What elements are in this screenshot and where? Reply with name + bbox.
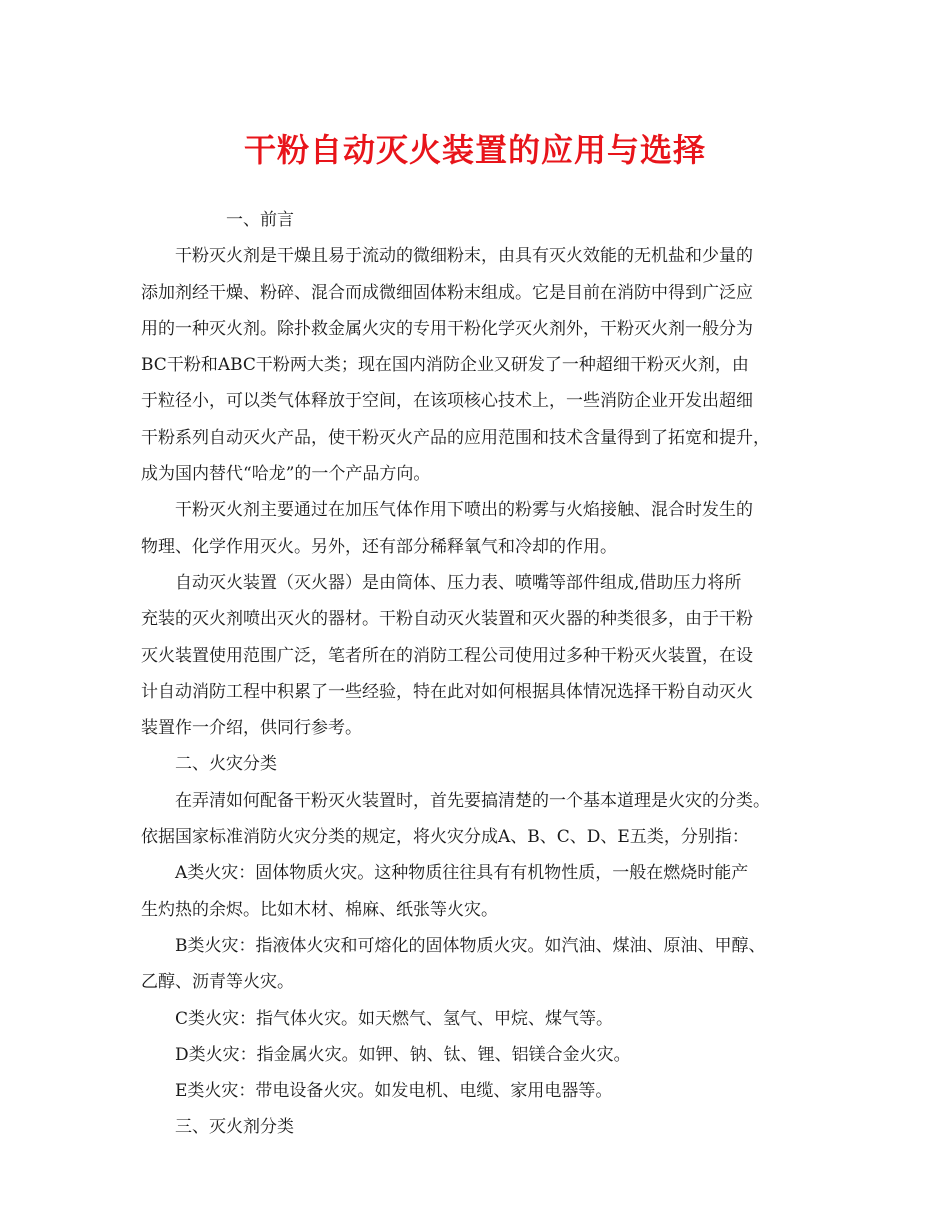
paragraph-fire-classification — [141, 783, 831, 856]
paragraph-line: C类火灾：指气体火灾。如天燃气、氢气、甲烷、煤气等。 — [175, 1008, 614, 1029]
section-heading-preface: 一、前言 — [226, 210, 294, 230]
paragraph-line: 物理、化学作用灭火。另外，还有部分稀释氧气和冷却的作用。 — [141, 536, 617, 557]
paragraph-extinguishing-mechanism — [141, 492, 831, 565]
paragraph-line: 依据国家标准消防火灾分类的规定，将火灾分成A、B、C、D、E五类，分别指： — [141, 827, 749, 848]
document-body — [141, 202, 831, 1146]
paragraph-line: 用的一种灭火剂。除扑救金属火灾的专用干粉化学灭火剂外，干粉灭火剂一般分为 — [141, 318, 753, 339]
paragraph-class-b — [141, 928, 831, 1001]
paragraph-line: 干粉系列自动灭火产品，使干粉灭火产品的应用范围和技术含量得到了拓宽和提升， — [141, 427, 770, 448]
paragraph-line: D类火灾：指金属火灾。如钾、钠、钛、锂、铝镁合金火灾。 — [175, 1044, 631, 1065]
paragraph-class-c — [141, 1001, 831, 1037]
section-heading-fire-classes: 二、火灾分类 — [175, 754, 277, 775]
document-title: 干粉自动灭火装置的应用与选择 — [243, 131, 706, 169]
paragraph-line: 在弄清如何配备干粉灭火装置时，首先要搞清楚的一个基本道理是火灾的分类。 — [175, 790, 770, 811]
paragraph-class-a — [141, 855, 831, 928]
paragraph-line: 计自动消防工程中积累了一些经验，特在此对如何根据具体情况选择干粉自动灭火 — [141, 681, 753, 702]
section-heading-agent-classes: 三、灭火剂分类 — [175, 1117, 294, 1138]
paragraph-line: 充装的灭火剂喷出灭火的器材。干粉自动灭火装置和灭火器的种类很多，由于干粉 — [141, 609, 753, 630]
paragraph-line: 干粉灭火剂是干燥且易于流动的微细粉末，由具有灭火效能的无机盐和少量的 — [175, 246, 753, 267]
paragraph-line: 自动灭火装置（灭火器）是由筒体、压力表、喷嘴等部件组成,借助压力将所 — [175, 572, 742, 593]
paragraph-class-d — [141, 1037, 831, 1073]
paragraph-line: 灭火装置使用范围广泛，笔者所在的消防工程公司使用过多种干粉灭火装置，在设 — [141, 645, 753, 666]
paragraph-dry-powder-intro — [141, 238, 831, 492]
paragraph-line: B类火灾：指液体火灾和可熔化的固体物质火灾。如汽油、煤油、原油、甲醇、 — [175, 935, 766, 956]
paragraph-line: 成为国内替代“哈龙”的一个产品方向。 — [141, 464, 431, 485]
paragraph-line: 乙醇、沥青等火灾。 — [141, 972, 294, 993]
paragraph-class-e — [141, 1073, 831, 1109]
paragraph-line: 于粒径小，可以类气体释放于空间，在该项核心技术上，一些消防企业开发出超细 — [141, 391, 753, 412]
paragraph-line: 生灼热的余烬。比如木材、棉麻、纸张等火灾。 — [141, 899, 498, 920]
paragraph-line: 干粉灭火剂主要通过在加压气体作用下喷出的粉雾与火焰接触、混合时发生的 — [175, 500, 753, 521]
paragraph-line: E类火灾：带电设备火灾。如发电机、电缆、家用电器等。 — [175, 1081, 613, 1102]
paragraph-line: A类火灾：固体物质火灾。这种物质往往具有有机物性质，一般在燃烧时能产 — [175, 863, 749, 884]
paragraph-line: BC干粉和ABC干粉两大类；现在国内消防企业又研发了一种超细干粉灭火剂，由 — [141, 355, 749, 376]
paragraph-automatic-device — [141, 565, 831, 746]
paragraph-line: 装置作一介绍，供同行参考。 — [141, 718, 362, 739]
paragraph-line: 添加剂经干燥、粉碎、混合而成微细固体粉末组成。它是目前在消防中得到广泛应 — [141, 282, 753, 303]
